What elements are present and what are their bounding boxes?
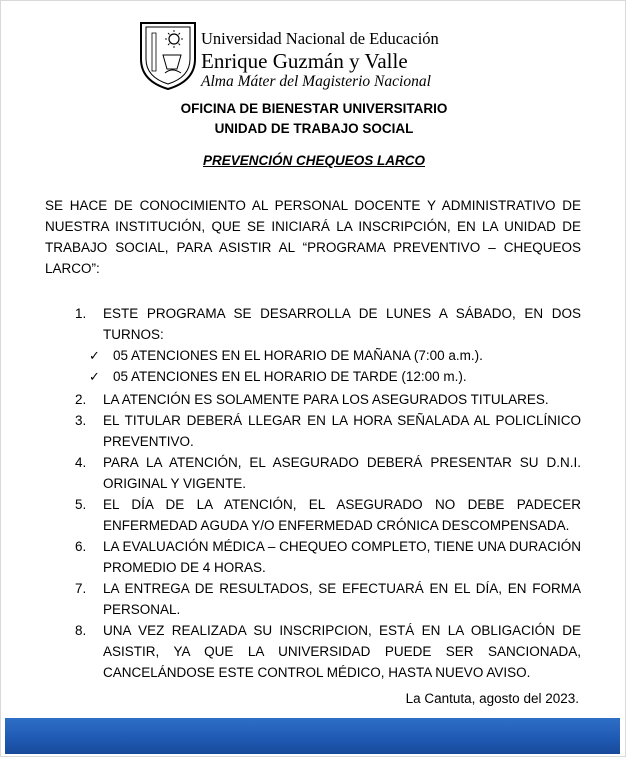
- document-title-text: PREVENCIÓN CHEQUEOS LARCO: [202, 153, 426, 168]
- list-item-text: LA ATENCIÓN ES SOLAMENTE PARA LOS ASEGURADOS TITULARES.: [103, 392, 549, 407]
- list-item-number: 4.: [75, 455, 87, 470]
- university-name: Universidad Nacional de Educación: [201, 29, 439, 48]
- list-item-text: PARA LA ATENCIÓN, EL ASEGURADO DEBERÁ PRESENTAR SU D.N.I. ORIGINAL Y VIGENTE.: [103, 455, 581, 491]
- requirements-list: [61, 303, 581, 683]
- sublist-item: [61, 366, 581, 387]
- footer-bar: [5, 718, 620, 754]
- list-item: [61, 494, 581, 536]
- letterhead: [137, 19, 457, 93]
- sublist-item-text: 05 ATENCIONES EN EL HORARIO DE MAÑANA (7:00 a.m.).: [113, 348, 483, 363]
- list-item-text: LA ENTREGA DE RESULTADOS, SE EFECTUARÁ EN EL DÍA, EN FORMA PERSONAL.: [103, 581, 581, 617]
- list-item-number: 3.: [75, 413, 87, 428]
- schedule-sublist: [61, 345, 581, 387]
- list-item: [61, 410, 581, 452]
- list-item-text: ESTE PROGRAMA SE DESARROLLA DE LUNES A SÁBADO, EN DOS TURNOS:: [103, 306, 581, 342]
- place-and-date: La Cantuta, agosto del 2023.: [405, 691, 579, 706]
- list-item-number: 7.: [75, 581, 87, 596]
- list-item-text: EL TITULAR DEBERÁ LLEGAR EN LA HORA SEÑALADA AL POLICLÍNICO PREVENTIVO.: [103, 413, 581, 449]
- checkmark-icon: ✓: [89, 348, 100, 363]
- list-item: [61, 303, 581, 387]
- list-item-text: UNA VEZ REALIZADA SU INSCRIPCION, ESTÁ EN LA OBLIGACIÓN DE ASISTIR, YA QUE LA UNIVERSIDAD PUEDE SER SANCIONADA, CANCELÁNDOSE ESTE CONTROL MÉDICO, HASTA NUEVO AVISO.: [103, 623, 581, 680]
- list-item: [61, 620, 581, 683]
- list-item: [61, 452, 581, 494]
- list-item-text: LA EVALUACIÓN MÉDICA – CHEQUEO COMPLETO, TIENE UNA DURACIÓN PROMEDIO DE 4 HORAS.: [103, 539, 581, 575]
- checkmark-icon: ✓: [89, 369, 100, 384]
- list-item: [61, 389, 581, 410]
- list-item-number: 8.: [75, 623, 87, 638]
- university-name-secondary: Enrique Guzmán y Valle: [201, 49, 408, 73]
- sublist-item-text: 05 ATENCIONES EN EL HORARIO DE TARDE (12:00 m.).: [113, 369, 467, 384]
- list-item-number: 1.: [75, 306, 87, 321]
- list-item-number: 5.: [75, 497, 87, 512]
- university-motto: Alma Máter del Magisterio Nacional: [201, 73, 431, 90]
- list-item-number: 6.: [75, 539, 87, 554]
- university-seal-icon: [137, 19, 199, 91]
- sublist-item: [61, 345, 581, 366]
- list-item: [61, 578, 581, 620]
- list-item: [61, 536, 581, 578]
- office-name: OFICINA DE BIENESTAR UNIVERSITARIO: [180, 101, 448, 116]
- unit-name: UNIDAD DE TRABAJO SOCIAL: [214, 121, 414, 136]
- list-item-number: 2.: [75, 392, 87, 407]
- document-title: [1, 153, 626, 168]
- list-item-text: EL DÍA DE LA ATENCIÓN, EL ASEGURADO NO DEBE PADECER ENFERMEDAD AGUDA Y/O ENFERMEDAD CRÓNICA DESCOMPENSADA.: [103, 497, 581, 533]
- intro-paragraph: SE HACE DE CONOCIMIENTO AL PERSONAL DOCENTE Y ADMINISTRATIVO DE NUESTRA INSTITUCIÓN, QUE SE INICIARÁ LA INSCRIPCIÓN, EN LA UNIDAD DE TRABAJO SOCIAL, PARA ASISTIR AL “PROGRAMA PREVENTIVO – CHEQUEOS LARCO”:: [45, 198, 581, 276]
